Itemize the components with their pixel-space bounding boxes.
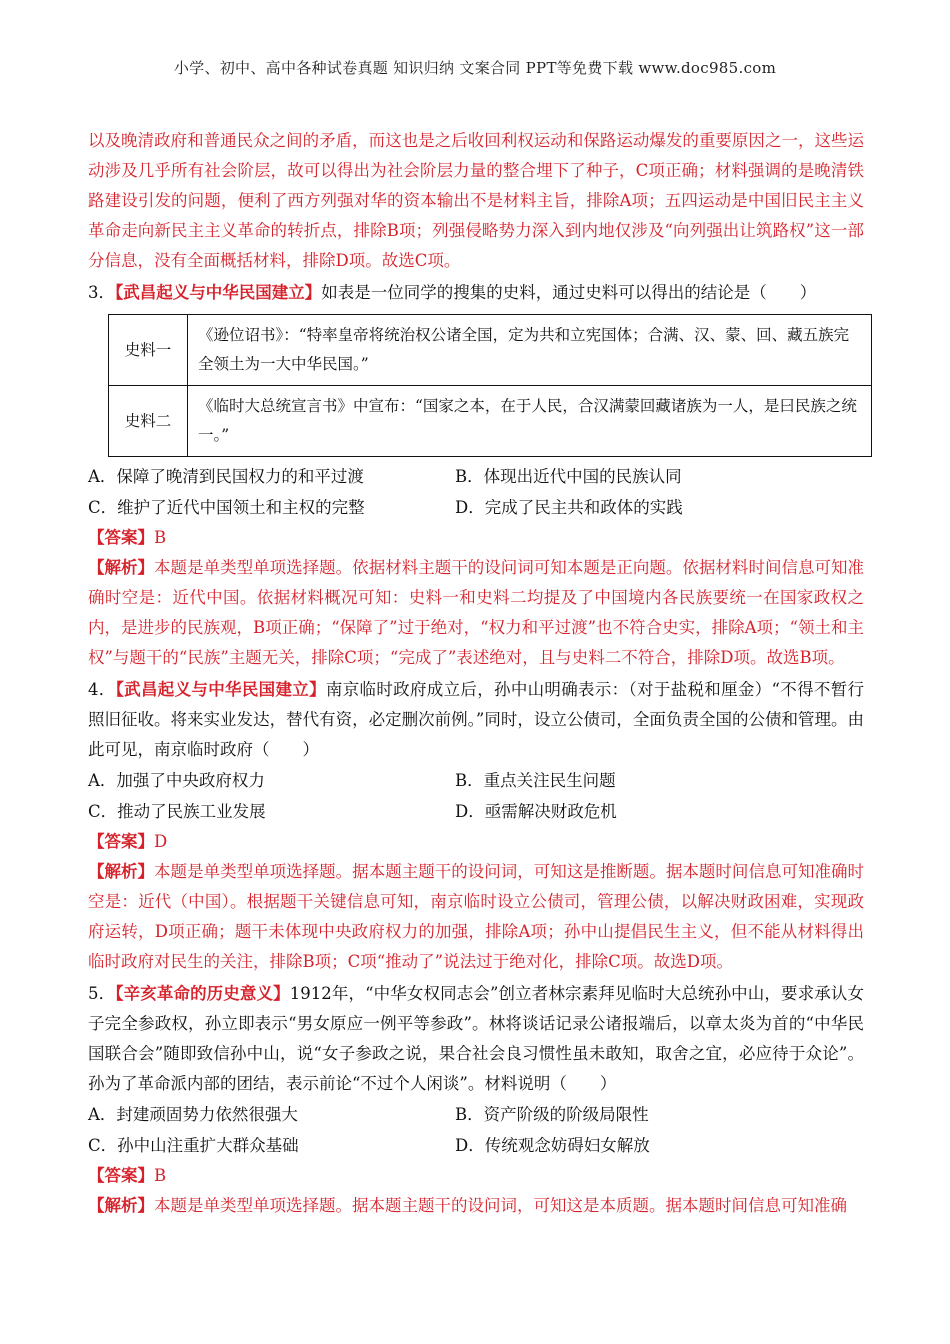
analysis-text: 本题是单类型单项选择题。据本题主题干的设问词，可知这是推断题。据本题时间信息可知准确时空是：近代（中国）。根据题干关键信息可知，南京临时设立公债司，管理公债，以解决财政困难，实现政府运转，D项正确；题干未体现中央政府权力的加强，排除A项；孙中山提倡民生主义，但不能从材料得出临时政府对民生的关注，排除B项；C项“推动了”说法过于绝对化，排除C项。故选D项。 [88, 862, 865, 971]
option-d: D．完成了民主共和政体的实践 [455, 498, 683, 517]
document-body [88, 126, 864, 1221]
answer-label: 【答案】 [88, 528, 154, 547]
analysis [88, 857, 864, 977]
table-row [109, 386, 872, 457]
option-b: B．重点关注民生问题 [455, 771, 616, 790]
option-d: D．亟需解决财政危机 [455, 802, 617, 821]
answer-label: 【答案】 [88, 1166, 154, 1185]
question-number: 4． [88, 680, 116, 699]
source-table [108, 314, 872, 457]
option-b: B．资产阶级的阶级局限性 [455, 1105, 649, 1124]
options [88, 461, 864, 523]
page-header: 小学、初中、高中各种试卷真题 知识归纳 文案合同 PPT等免费下载 www.doc985.com [173, 59, 777, 77]
topic-tag: 【武昌起义与中华民国建立】 [115, 283, 322, 302]
source-text: 《临时大总统宣言书》中宣布：“国家之本，在于人民，合汉满蒙回藏诸族为一人，是曰民族之统一。” [188, 386, 872, 457]
option-c: C．孙中山注重扩大群众基础 [88, 1136, 299, 1155]
topic-tag: 【武昌起义与中华民国建立】 [115, 680, 326, 699]
answer [88, 1161, 864, 1191]
option-c: C．推动了民族工业发展 [88, 802, 266, 821]
topic-tag: 【辛亥革命的历史意义】 [115, 984, 290, 1003]
analysis-label: 【解析】 [88, 862, 155, 881]
question-3 [88, 278, 864, 673]
answer [88, 523, 864, 553]
source-label: 史料二 [109, 386, 188, 457]
option-d: D．传统观念妨碍妇女解放 [455, 1136, 650, 1155]
question-number: 5． [88, 984, 116, 1003]
option-b: B．体现出近代中国的民族认同 [455, 467, 682, 486]
analysis [88, 553, 864, 673]
options [88, 765, 864, 827]
answer-value: B [154, 1166, 167, 1185]
option-a: A．保障了晚清到民国权力的和平过渡 [88, 467, 364, 486]
answer-value: D [154, 832, 168, 851]
option-a: A．加强了中央政府权力 [88, 771, 265, 790]
analysis-label: 【解析】 [88, 558, 155, 577]
table-row [109, 315, 872, 386]
analysis [88, 1191, 864, 1221]
options [88, 1099, 864, 1161]
answer-label: 【答案】 [88, 832, 154, 851]
answer [88, 827, 864, 857]
question-text: 南京临时政府成立后，孙中山明确表示：（对于盐税和厘金）“不得不暂行照旧征收。将来实业发达，替代有资，必定删次前例。”同时，设立公债司，全面负责全国的公债和管理。由此可见，南京临时政府（ ） [88, 680, 865, 759]
question-5 [88, 979, 864, 1221]
analysis-label: 【解析】 [88, 1196, 154, 1215]
question-stem [88, 675, 864, 765]
question-text: 如表是一位同学的搜集的史料，通过史料可以得出的结论是（ ） [321, 283, 817, 302]
source-text: 《逊位诏书》：“特率皇帝将统治权公诸全国，定为共和立宪国体；合满、汉、蒙、回、藏五族完全领土为一大中华民国。” [188, 315, 872, 386]
question-number: 3． [88, 283, 115, 302]
question-stem [88, 979, 864, 1099]
previous-analysis-continuation: 以及晚清政府和普通民众之间的矛盾，而这也是之后收回利权运动和保路运动爆发的重要原因之一，这些运动涉及几乎所有社会阶层，故可以得出为社会阶层力量的整合埋下了种子，C项正确；材料强调的是晚清铁路建设引发的问题，便利了西方列强对华的资本输出不是材料主旨，排除A项；五四运动是中国旧民主主义革命走向新民主主义革命的转折点，排除B项；列强侵略势力深入到内地仅涉及“向列强出让筑路权”这一部分信息，没有全面概括材料，排除D项。故选C项。 [88, 131, 864, 270]
question-stem [88, 278, 864, 308]
analysis-text: 本题是单类型单项选择题。据本题主题干的设问词，可知这是本质题。据本题时间信息可知准确 [154, 1196, 847, 1215]
option-c: C．维护了近代中国领土和主权的完整 [88, 498, 365, 517]
answer-value: B [154, 528, 167, 547]
option-a: A．封建顽固势力依然很强大 [88, 1105, 298, 1124]
question-4 [88, 675, 864, 977]
question-text: 1912年，“中华女权同志会”创立者林宗素拜见临时大总统孙中山，要求承认女子完全参政权，孙立即表示“男女原应一例平等参政”。林将谈话记录公诸报端后，以章太炎为首的“中华民国联合会”随即致信孙中山，说“女子参政之说，果合社会良习惯性虽未敢知，取舍之宜，必应待于众论”。孙为了革命派内部的团结，表示前论“不过个人闲谈”。材料说明（ ） [88, 984, 864, 1093]
analysis-text: 本题是单类型单项选择题。依据材料主题干的设问词可知本题是正向题。依据材料时间信息可知准确时空是：近代中国。依据材料概况可知：史料一和史料二均提及了中国境内各民族要统一在国家政权之内，是进步的民族观，B项正确；“保障了”过于绝对，“权力和平过渡”也不符合史实，排除A项；“领土和主权”与题干的“民族”主题无关，排除C项；“完成了”表述绝对，且与史料二不符合，排除D项。故选B项。 [88, 558, 865, 667]
source-label: 史料一 [109, 315, 188, 386]
